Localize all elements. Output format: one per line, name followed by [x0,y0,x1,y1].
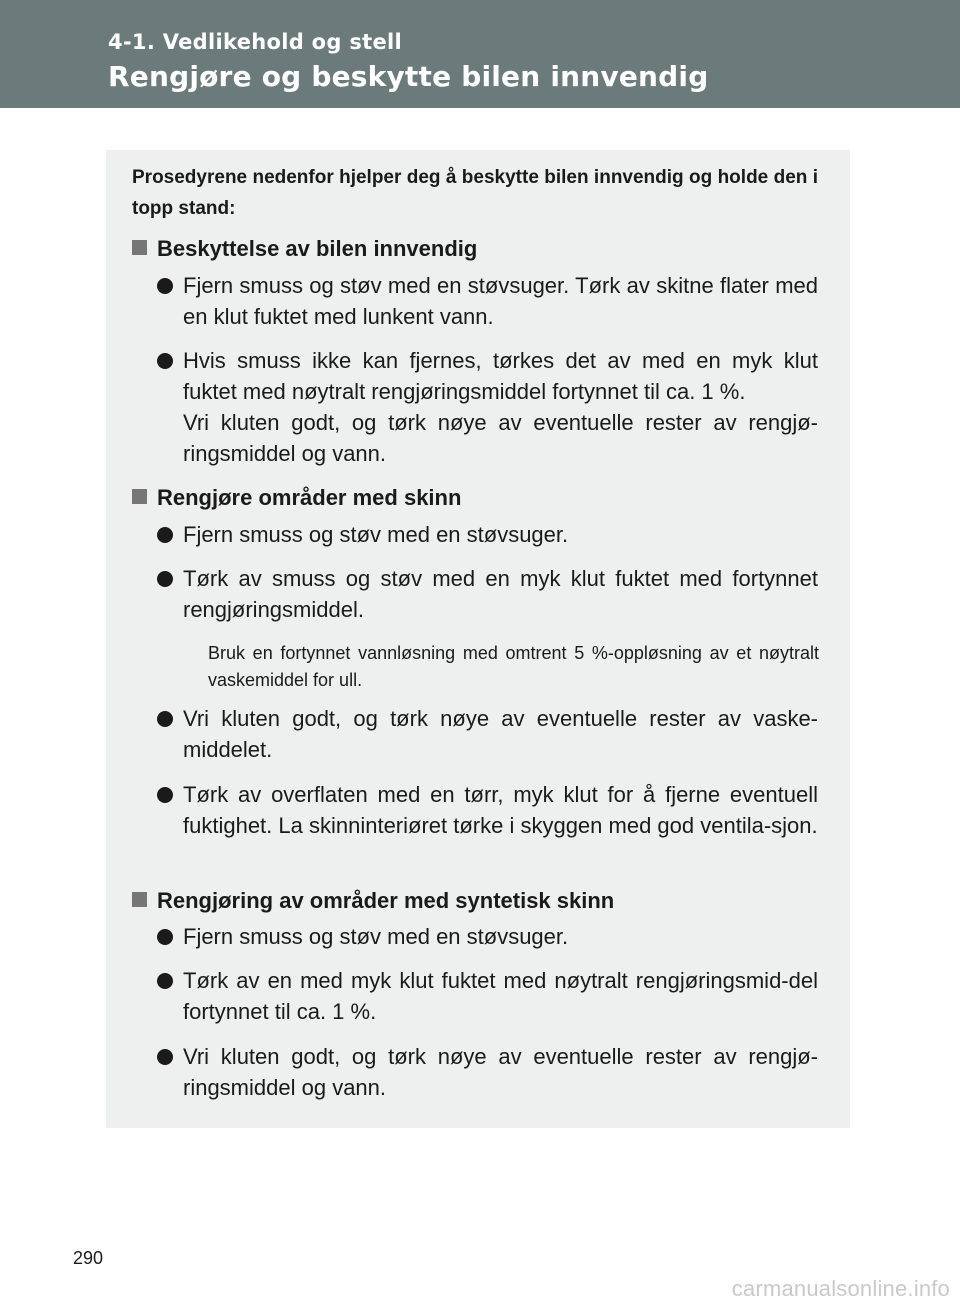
bullet-icon [157,711,173,727]
list-item [157,965,818,1027]
section-heading [132,886,614,916]
page-header [0,0,960,108]
list-item [157,563,818,625]
section-heading-text: Rengjøring av områder med syntetisk skinn [157,888,615,913]
bullet-icon [157,353,173,369]
list-item-text: Vri kluten godt, og tørk nøye av eventuelle rester av rengjø-ringsmiddel og vann. [183,1044,818,1100]
section-heading [132,483,461,513]
section-label: 4-1. Vedlikehold og stell [108,30,403,54]
bullet-icon [157,787,173,803]
list-item [157,519,818,550]
list-item-text: Tørk av smuss og støv med en myk klut fuktet med fortynnet rengjøringsmiddel. [183,566,818,622]
page-number: 290 [73,1248,104,1268]
list-item [157,921,818,952]
list-item-text: Fjern smuss og støv med en støvsuger. Tørk av skitne flater med en klut fuktet med lunkent vann. [183,273,818,329]
list-item-text: Fjern smuss og støv med en støvsuger. [183,924,569,949]
bullet-icon [157,571,173,587]
page-title: Rengjøre og beskytte bilen innvendig [108,60,709,93]
square-bullet-icon [132,892,147,907]
section-heading-text: Rengjøre områder med skinn [157,485,462,510]
list-item-text: Fjern smuss og støv med en støvsuger. [183,522,569,547]
list-item [157,345,818,469]
list-item [157,270,818,332]
bullet-icon [157,527,173,543]
section-heading [132,234,477,264]
list-item-text: Vri kluten godt, og tørk nøye av eventuelle rester av vaske-middelet. [183,706,818,762]
list-item [157,703,818,765]
watermark: carmanualsonline.info [731,1276,950,1301]
list-item [157,1041,818,1103]
list-item-text: Hvis smuss ikke kan fjernes, tørkes det av med en myk klut fuktet med nøytralt rengjøringsmiddel fortynnet til ca. 1 %. [183,348,818,404]
bullet-icon [157,1049,173,1065]
note-text: Bruk en fortynnet vannløsning med omtrent 5 %-oppløsning av et nøytralt vaskemiddel for ull. [208,643,819,690]
bullet-icon [157,929,173,945]
section-heading-text: Beskyttelse av bilen innvendig [157,236,478,261]
list-item [157,779,818,841]
list-item-text: Vri kluten godt, og tørk nøye av eventuelle rester av rengjø-ringsmiddel og vann. [183,410,818,466]
intro-text: Prosedyrene nedenfor hjelper deg å beskytte bilen innvendig og holde den i topp stand: [132,167,818,219]
list-item-text: Tørk av en med myk klut fuktet med nøytralt rengjøringsmid-del fortynnet til ca. 1 %. [183,968,818,1024]
bullet-icon [157,973,173,989]
square-bullet-icon [132,240,147,255]
square-bullet-icon [132,489,147,504]
bullet-icon [157,278,173,294]
list-item-text: Tørk av overflaten med en tørr, myk klut for å fjerne eventuell fuktighet. La skinninteriøret tørke i skyggen med god ventila-sjon. [183,782,818,838]
